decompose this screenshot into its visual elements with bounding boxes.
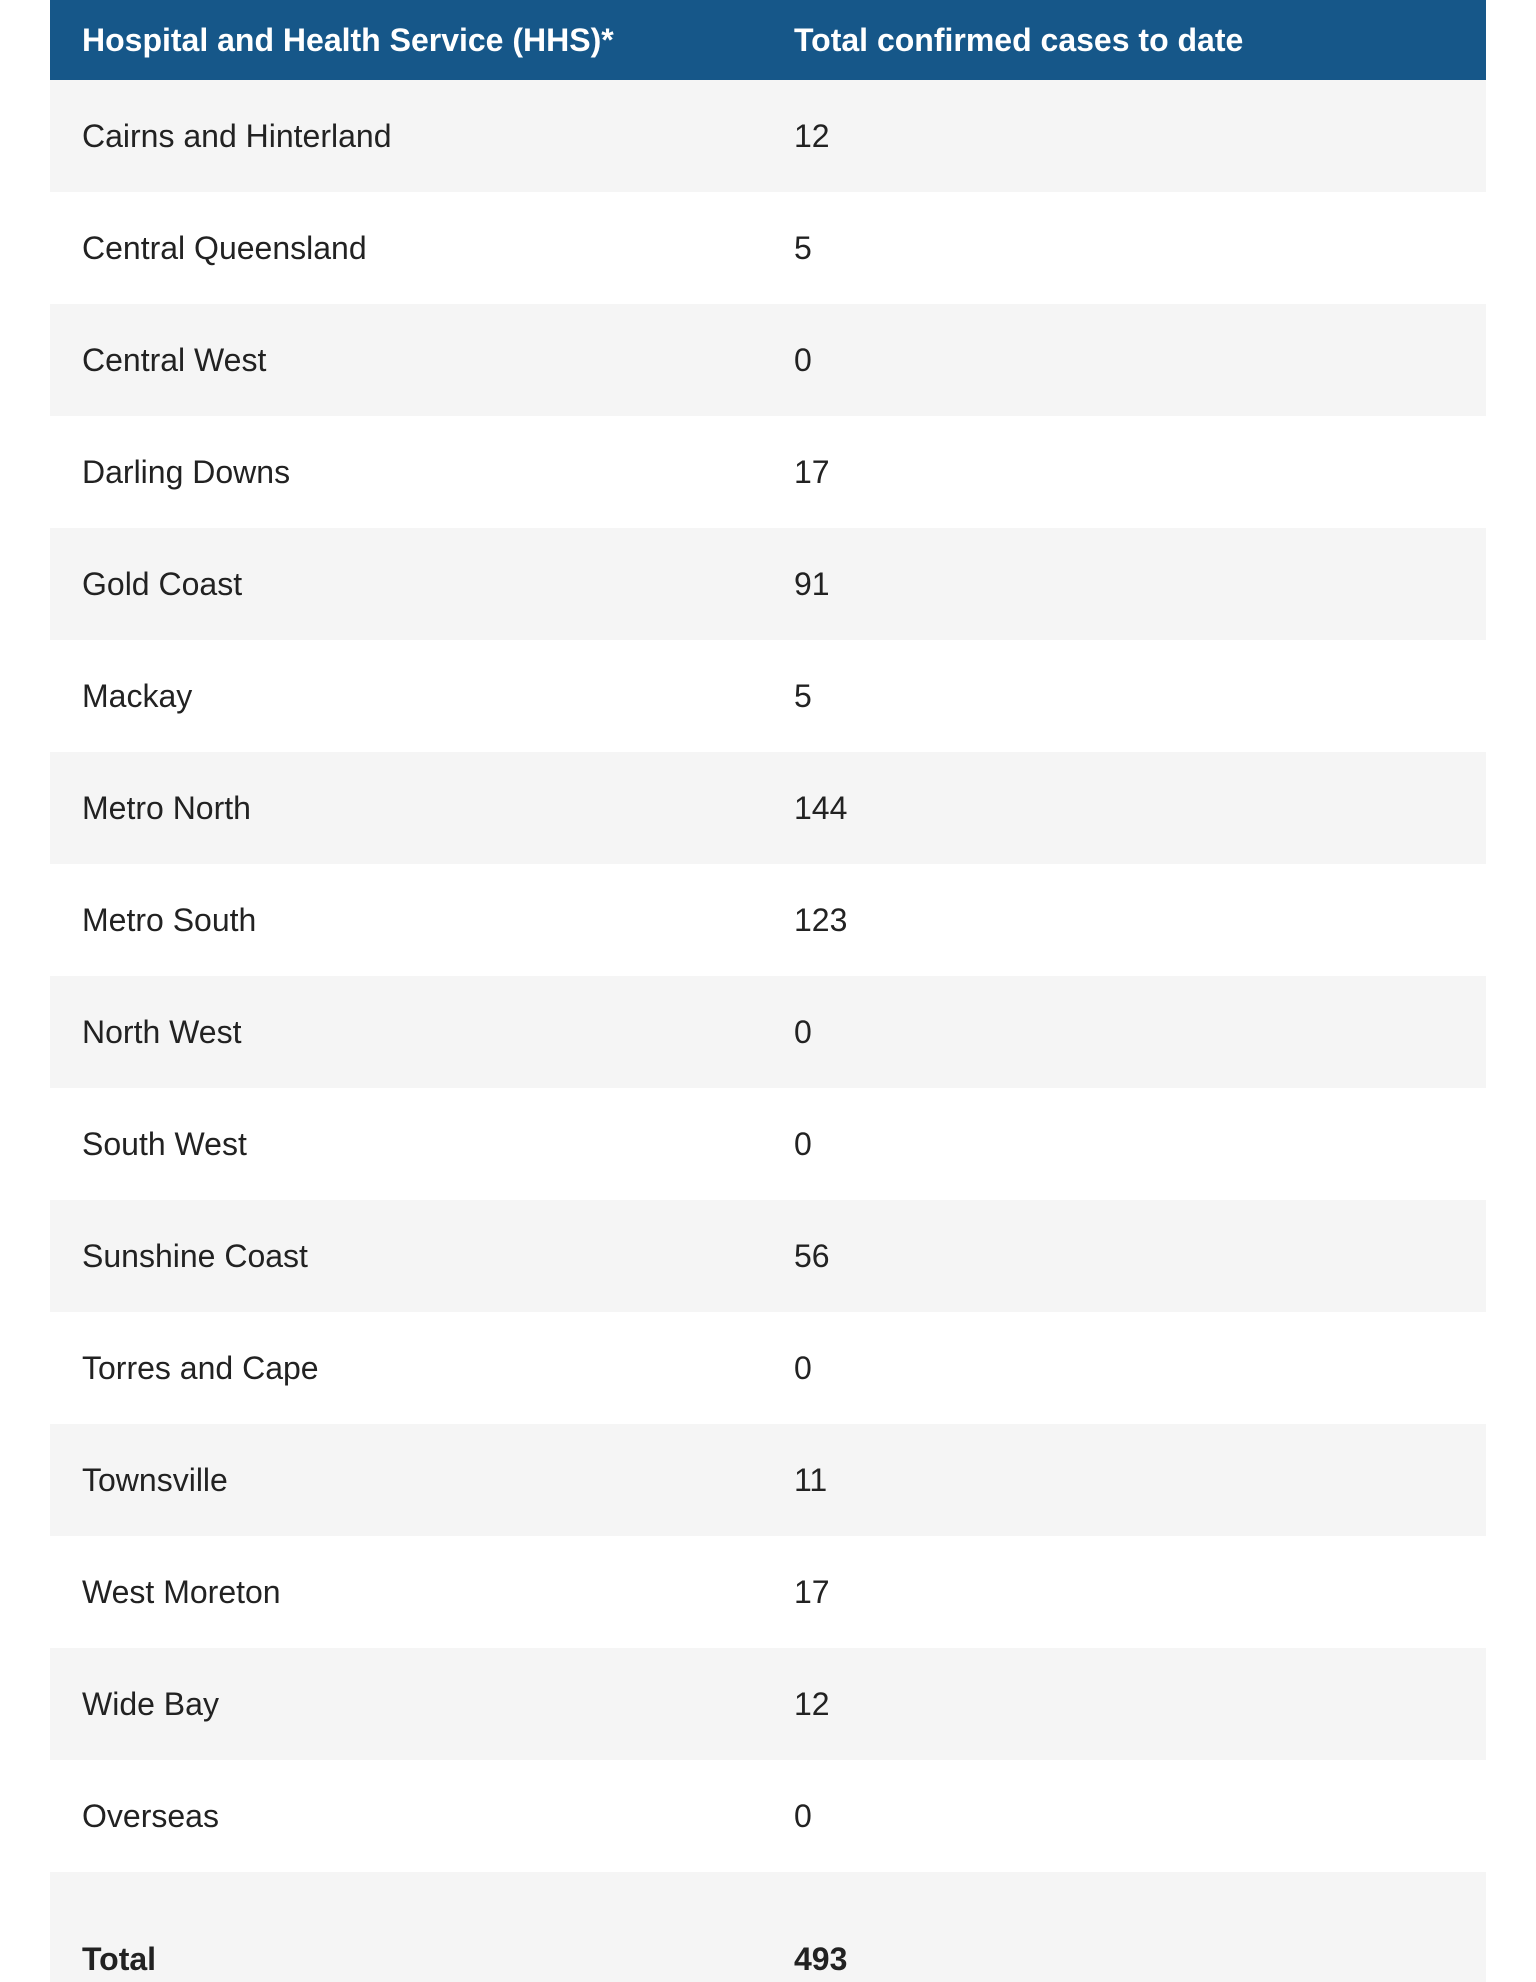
table-row (50, 976, 1486, 1088)
region-cell: Wide Bay (82, 1685, 219, 1722)
table-row (50, 80, 1486, 192)
region-cell: Torres and Cape (82, 1349, 319, 1386)
count-cell: 17 (794, 453, 830, 490)
region-cell: Townsville (82, 1461, 228, 1498)
table-row (50, 192, 1486, 304)
region-cell: North West (82, 1013, 242, 1050)
table-header (50, 0, 1486, 80)
table-row (50, 1200, 1486, 1312)
header-region: Hospital and Health Service (HHS)* (82, 21, 614, 58)
table-row (50, 1648, 1486, 1760)
count-cell: 11 (794, 1461, 828, 1498)
table-row (50, 640, 1486, 752)
region-cell: Central West (82, 341, 267, 378)
count-cell: 91 (794, 565, 830, 602)
region-cell: Cairns and Hinterland (82, 117, 392, 154)
region-cell: Metro North (82, 789, 251, 826)
cases-table (50, 0, 1486, 1982)
table-row (50, 1536, 1486, 1648)
region-cell: Metro South (82, 901, 257, 938)
table-body (50, 80, 1486, 1872)
count-cell: 0 (794, 1797, 812, 1834)
table-row (50, 1760, 1486, 1872)
count-cell: 12 (794, 117, 830, 154)
count-cell: 123 (794, 901, 848, 938)
table-row (50, 528, 1486, 640)
total-count: 493 (794, 1941, 848, 1977)
region-cell: Sunshine Coast (82, 1237, 308, 1274)
table-row (50, 864, 1486, 976)
count-cell: 5 (794, 229, 812, 266)
count-cell: 0 (794, 1013, 812, 1050)
table-row (50, 1424, 1486, 1536)
count-cell: 56 (794, 1237, 830, 1274)
table-row (50, 304, 1486, 416)
region-cell: Mackay (82, 677, 193, 714)
count-cell: 0 (794, 341, 812, 378)
count-cell: 5 (794, 677, 812, 714)
table-row (50, 752, 1486, 864)
total-row (50, 1872, 1486, 1982)
region-cell: Overseas (82, 1797, 219, 1834)
count-cell: 144 (794, 789, 848, 826)
table-row (50, 1312, 1486, 1424)
count-cell: 12 (794, 1685, 830, 1722)
count-cell: 0 (794, 1125, 812, 1162)
header-count: Total confirmed cases to date (794, 21, 1244, 58)
region-cell: Gold Coast (82, 565, 243, 602)
region-cell: Darling Downs (82, 453, 291, 490)
total-label: Total (82, 1941, 157, 1977)
count-cell: 0 (794, 1349, 812, 1386)
table-row (50, 1088, 1486, 1200)
region-cell: West Moreton (82, 1573, 281, 1610)
table-row (50, 416, 1486, 528)
region-cell: South West (82, 1125, 247, 1162)
count-cell: 17 (794, 1573, 830, 1610)
region-cell: Central Queensland (82, 229, 367, 266)
